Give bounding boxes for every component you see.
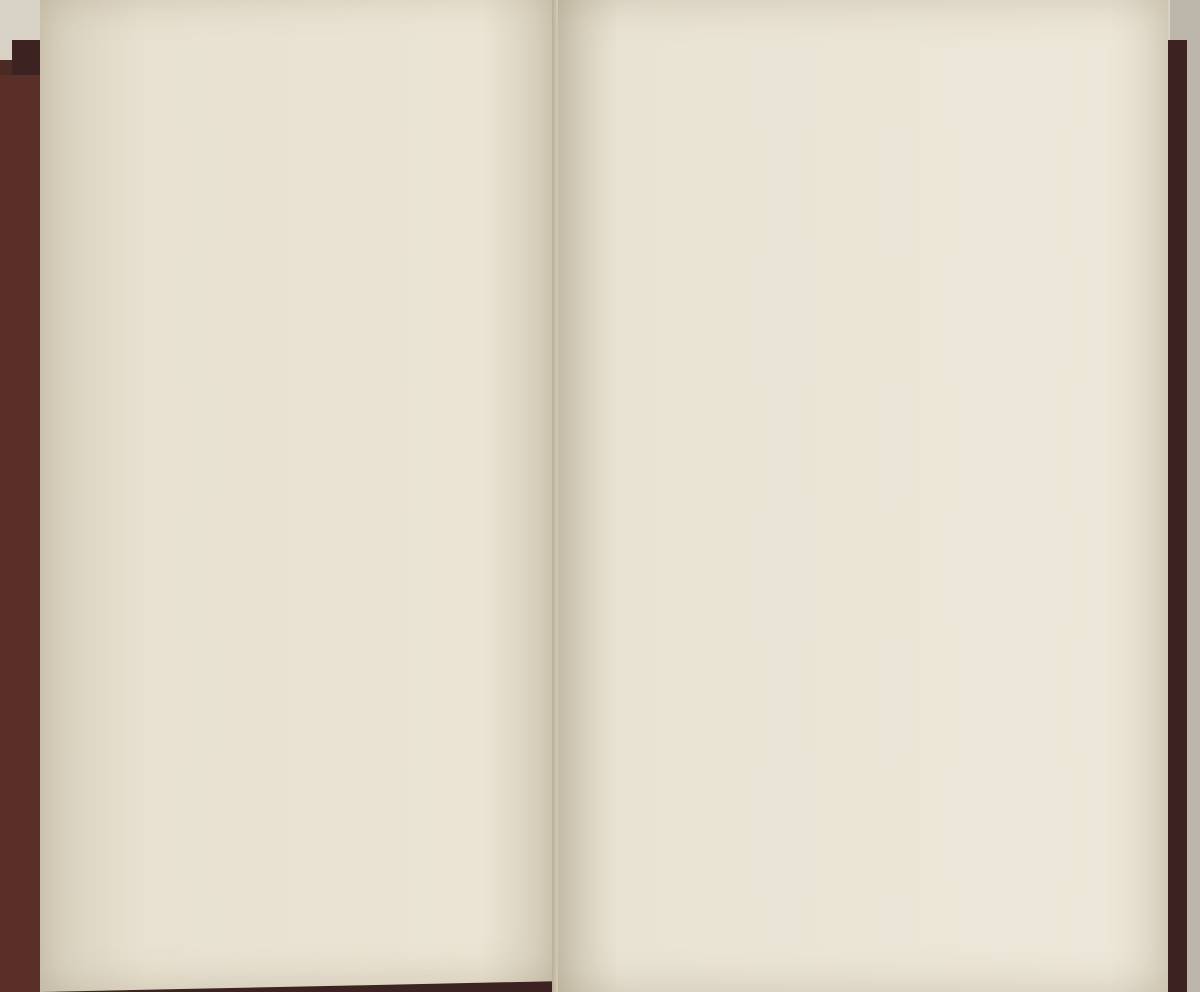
left-running-title [102,32,542,50]
left-page-header [102,32,542,50]
left-top-lines [102,42,542,60]
left-toc-list [102,42,542,60]
right-page [558,0,1168,992]
left-section-title [102,42,542,60]
left-page-content [102,32,542,60]
right-page-content [618,78,1138,90]
left-page [40,0,560,992]
